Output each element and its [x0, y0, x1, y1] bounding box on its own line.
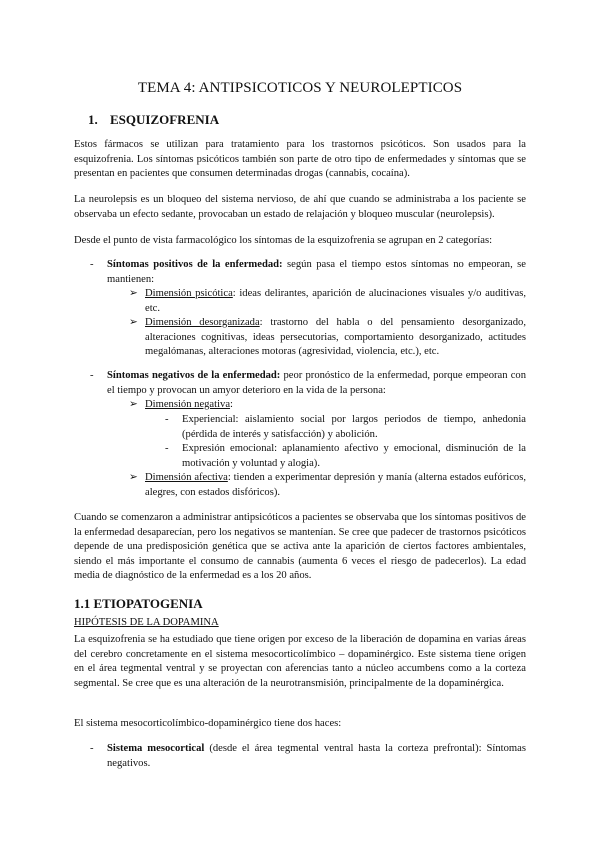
mesocortical-text: (desde el área tegmental ventral hasta la corteza prefrontal): Síntomas negativos. — [107, 743, 526, 769]
negative-text: peor pronóstico de la enfermedad, porque empeoran con el tiempo y provocan un amyor deterioro en la vida de la persona: — [107, 370, 526, 396]
paragraph-neurolepsis: La neurolepsis es un bloqueo del sistema nervioso, de ahí que cuando se administraba a los paciente se observaba un efecto sedante, provocaban un estado de relajación y bloqueo muscular (neurolepsis). — [74, 194, 526, 220]
section-number: 1. — [88, 112, 98, 127]
bullet-dim-desorganizada — [145, 316, 526, 360]
dim-afectiva-term: Dimensión afectiva — [145, 472, 228, 483]
paragraph-intro: Estos fármacos se utilizan para tratamiento para los trastornos psicóticos. Son usados para la esquizofrenia. Los síntomas psicóticos también son parte de otro tipo de enfermedades y síntomas que se presentan en pacientes que consumen determinadas drogas (cannabis, cocaína). — [74, 139, 526, 180]
paragraph-treatment: Cuando se comenzaron a administrar antipsicóticos a pacientes se observaba que los síntomas positivos de la enfermedad desaparecían, pero los negativos se mantenían. Se cree que padecer de trastornos psicóticos depende de una predisposición genética que se activa ante la aparición de ciertos factores ambientales, siendo el más importante el consumo de cannabis (aumenta 6 veces el riesgo de padecerlos). La edad media de diagnóstico de la enfermedad es a los 20 años. — [74, 512, 526, 582]
arrow-bullet: ➢ — [129, 288, 138, 299]
page-title: TEMA 4: ANTIPSICOTICOS Y NEUROLEPTICOS — [137, 80, 463, 96]
bullet-dim-negativa — [145, 398, 526, 413]
positive-term: Síntomas positivos de la enfermedad: — [107, 259, 283, 270]
dash-bullet: - — [90, 743, 94, 754]
bullet-negative-symptoms — [107, 369, 526, 398]
dim-psicotica-text: : ideas delirantes, aparición de alucinaciones visuales y/o auditivas, etc. — [145, 288, 526, 314]
bullet-mesocortical — [107, 742, 526, 771]
dash-bullet: - — [165, 414, 169, 425]
arrow-bullet: ➢ — [129, 399, 138, 410]
dim-desorganizada-term: Dimensión desorganizada — [145, 317, 260, 328]
bullet-dim-psicotica — [145, 287, 526, 316]
dim-negativa-term: Dimensión negativa — [145, 399, 231, 410]
sub-bullet-experiencial: Experiencial: aislamiento social por largos periodos de tiempo, anhedonia (pérdida de interés y satisfacción) y abolición. — [182, 414, 526, 440]
dash-bullet: - — [165, 443, 169, 454]
arrow-bullet: ➢ — [129, 317, 138, 328]
dim-afectiva-text: : tienden a experimentar depresión y manía (alterna estados eufóricos, alegres, con estados disfóricos). — [145, 472, 526, 498]
positive-text: según pasa el tiempo estos síntomas no empeoran, se mantienen: — [107, 259, 526, 285]
bullet-positive-symptoms — [107, 258, 526, 287]
dim-psicotica-term: Dimensión psicótica — [145, 288, 233, 299]
arrow-bullet: ➢ — [129, 472, 138, 483]
subsection-heading: 1.1 ETIOPATOGENIA — [74, 596, 203, 611]
mesocortical-term: Sistema mesocortical — [107, 743, 205, 754]
section-heading — [88, 112, 219, 128]
dim-negativa-text: : — [230, 399, 233, 410]
paragraph-pathways: El sistema mesocorticolímbico-dopaminérgico tiene dos haces: — [74, 718, 342, 729]
hypothesis-heading: HIPÓTESIS DE LA DOPAMINA — [74, 617, 219, 628]
paragraph-dopamine: La esquizofrenia se ha estudiado que tiene origen por exceso de la liberación de dopamina en varias áreas del cerebro concretamente en el sistema mesocorticolímbico – dopaminérgico. Este sistema tiene origen en el área tegmental ventral y se proyectan con aferencias tanto a núcleo accumbens como a la corteza segmental. Se cree que es una alteración de la neurotransmisión, principalmente de la dopaminérgica. — [74, 634, 526, 689]
section-title: ESQUIZOFRENIA — [110, 112, 220, 127]
dash-bullet: - — [90, 370, 94, 381]
bullet-dim-afectiva — [145, 471, 526, 500]
dash-bullet: - — [90, 259, 94, 270]
dim-desorganizada-text: : trastorno del habla o del pensamiento desorganizado, alteraciones cognitivas, ideas persecutorias, comportamiento desorganizado, actitudes megalómanas, alteraciones motoras (agresividad, violencia, etc.), etc. — [145, 317, 526, 358]
sub-bullet-expresion: Expresión emocional: aplanamiento afectivo y emocional, disminución de la motivación y voluntad y alogia). — [182, 443, 526, 469]
negative-term: Síntomas negativos de la enfermedad: — [107, 370, 281, 381]
paragraph-categories: Desde el punto de vista farmacológico los síntomas de la esquizofrenia se agrupan en 2 categorías: — [74, 235, 493, 246]
